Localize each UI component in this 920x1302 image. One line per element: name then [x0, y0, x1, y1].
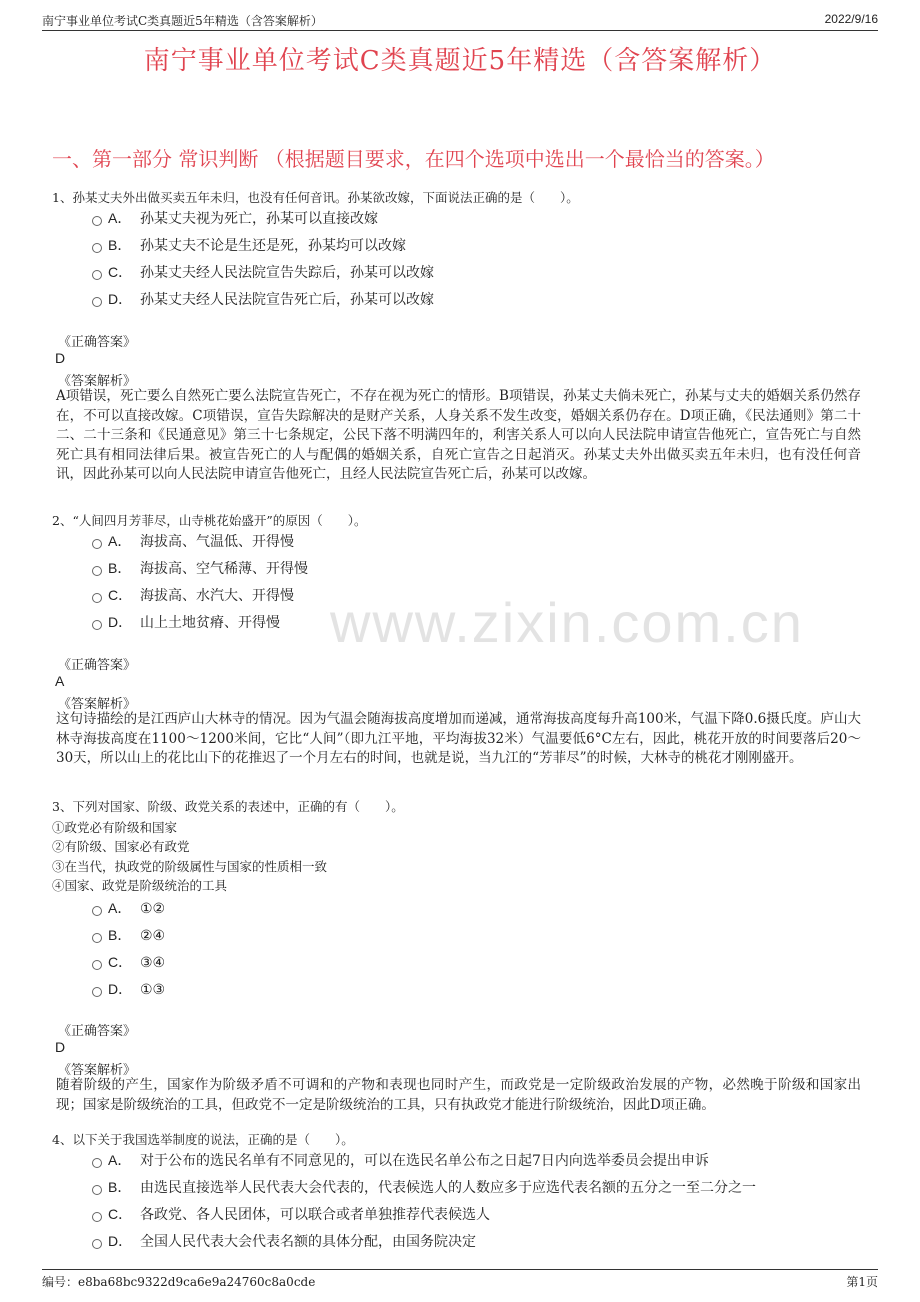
question-2-option-a[interactable]: A． 海拔高、气温低、开得慢: [92, 531, 294, 551]
analysis-label: 《答案解析》: [58, 1063, 137, 1078]
question-2-stem: 2、“人间四月芳菲尽，山寺桃花始盛开”的原因（ ）。: [52, 513, 367, 528]
question-2-option-c[interactable]: C． 海拔高、水汽大、开得慢: [92, 585, 294, 605]
header-date: 2022/9/16: [824, 12, 878, 26]
question-1-option-d[interactable]: D． 孙某丈夫经人民法院宣告死亡后，孙某可以改嫁: [92, 289, 434, 309]
question-1-answer: D: [55, 350, 66, 366]
radio-icon[interactable]: [92, 270, 102, 280]
radio-icon[interactable]: [92, 987, 102, 997]
radio-icon[interactable]: [92, 620, 102, 630]
question-3-statement: ③在当代，执政党的阶级属性与国家的性质相一致: [52, 859, 328, 874]
header-doc-title: 南宁事业单位考试C类真题近5年精选（含答案解析）: [42, 14, 323, 28]
radio-icon[interactable]: [92, 1185, 102, 1195]
watermark: www.zixin.com.cn: [330, 591, 804, 654]
question-3-statement: ④国家、政党是阶级统治的工具: [52, 878, 228, 893]
question-3-stem: 3、下列对国家、阶级、政党关系的表述中，正确的有（ ）。: [52, 799, 404, 814]
question-3-option-b[interactable]: B． ②④: [92, 925, 165, 945]
radio-icon[interactable]: [92, 297, 102, 307]
question-1-stem: 1、孙某丈夫外出做买卖五年未归，也没有任何音讯。孙某欲改嫁，下面说法正确的是（ ）。: [52, 190, 579, 205]
document-title: 南宁事业单位考试C类真题近5年精选（含答案解析）: [143, 46, 777, 76]
radio-icon[interactable]: [92, 243, 102, 253]
question-3-option-c[interactable]: C． ③④: [92, 952, 165, 972]
section-heading: 一、第一部分 常识判断 （根据题目要求，在四个选项中选出一个最恰当的答案。）: [52, 147, 775, 171]
question-3-answer: D: [55, 1039, 66, 1055]
question-1-analysis: A项错误，死亡要么自然死亡要么法院宣告死亡，不存在视为死亡的情形。B项错误，孙某丈夫倘未死亡，孙某与丈夫的婚姻关系仍然存在，不可以直接改嫁。C项错误，宣告失踪解决的是财产关系，人身关系不发生改变，婚姻关系仍存在。D项正确，《民法通则》第二十二、二十三条和《民通意见》第三十七条规定，公民下落不明满四年的，利害关系人可以向人民法院申请宣告他死亡，宣告死亡与自然死亡具有相同法律后果。被宣告死亡的人与配偶的婚姻关系，自死亡宣告之日起消灭。孙某丈夫外出做买卖五年未归，也有没任何音讯，因此孙某可以向人民法院申请宣告他死亡，且经人民法院宣告死亡后，孙某可以改嫁。: [56, 388, 861, 482]
radio-icon[interactable]: [92, 933, 102, 943]
analysis-label: 《答案解析》: [58, 374, 137, 389]
question-3-statement: ②有阶级、国家必有政党: [52, 839, 190, 854]
document-id: 编号：e8ba68bc9322d9ca6e9a24760c8a0cde: [42, 1275, 316, 1289]
correct-answer-label: 《正确答案》: [58, 1024, 137, 1039]
question-1-option-b[interactable]: B． 孙某丈夫不论是生还是死，孙某均可以改嫁: [92, 235, 406, 255]
page-footer: [42, 1269, 878, 1289]
question-4-option-a[interactable]: A． 对于公布的选民名单有不同意见的，可以在选民名单公布之日起7日内向选举委员会提出申诉: [92, 1150, 709, 1170]
correct-answer-label: 《正确答案》: [58, 658, 137, 673]
radio-icon[interactable]: [92, 1212, 102, 1222]
correct-answer-label: 《正确答案》: [58, 335, 137, 350]
question-3-statement: ①政党必有阶级和国家: [52, 820, 178, 835]
radio-icon[interactable]: [92, 566, 102, 576]
page-header: [42, 12, 878, 31]
radio-icon[interactable]: [92, 960, 102, 970]
radio-icon[interactable]: [92, 906, 102, 916]
radio-icon[interactable]: [92, 593, 102, 603]
page-number: 第1页: [846, 1275, 878, 1289]
question-3-analysis: 随着阶级的产生，国家作为阶级矛盾不可调和的产物和表现也同时产生，而政党是一定阶级政治发展的产物，必然晚于阶级和国家出现；国家是阶级统治的工具，但政党不一定是阶级统治的工具，只有执政党才能进行阶级统治，因此D项正确。: [56, 1077, 861, 1113]
radio-icon[interactable]: [92, 539, 102, 549]
question-4-option-c[interactable]: C． 各政党、各人民团体，可以联合或者单独推荐代表候选人: [92, 1204, 490, 1224]
question-2-option-b[interactable]: B． 海拔高、空气稀薄、开得慢: [92, 558, 308, 578]
question-1-option-a[interactable]: A． 孙某丈夫视为死亡，孙某可以直接改嫁: [92, 208, 378, 228]
radio-icon[interactable]: [92, 216, 102, 226]
analysis-label: 《答案解析》: [58, 697, 137, 712]
question-4-option-b[interactable]: B． 由选民直接选举人民代表大会代表的，代表候选人的人数应多于应选代表名额的五分之一至二分之一: [92, 1177, 756, 1197]
question-1-option-c[interactable]: C． 孙某丈夫经人民法院宣告失踪后，孙某可以改嫁: [92, 262, 434, 282]
question-2-option-d[interactable]: D． 山上土地贫瘠、开得慢: [92, 612, 280, 632]
question-2-answer: A: [55, 673, 65, 689]
question-3-option-a[interactable]: A． ①②: [92, 898, 165, 918]
question-2-analysis: 这句诗描绘的是江西庐山大林寺的情况。因为气温会随海拔高度增加而递减，通常海拔高度每升高100米，气温下降0.6摄氏度。庐山大林寺海拔高度在1100～1200米间，它比“人间”（即九江平地，平均海拔32米）气温要低6°C左右，因此，桃花开放的时间要落后20～30天，所以山上的花比山下的花推迟了一个月左右的时间，也就是说，当九江的“芳菲尽”的时候，大林寺的桃花才刚刚盛开。: [56, 711, 861, 766]
question-4-stem: 4、以下关于我国选举制度的说法，正确的是（ ）。: [52, 1132, 354, 1147]
question-3-option-d[interactable]: D． ①③: [92, 979, 165, 999]
question-4-option-d[interactable]: D． 全国人民代表大会代表名额的具体分配，由国务院决定: [92, 1231, 476, 1251]
radio-icon[interactable]: [92, 1239, 102, 1249]
radio-icon[interactable]: [92, 1158, 102, 1168]
